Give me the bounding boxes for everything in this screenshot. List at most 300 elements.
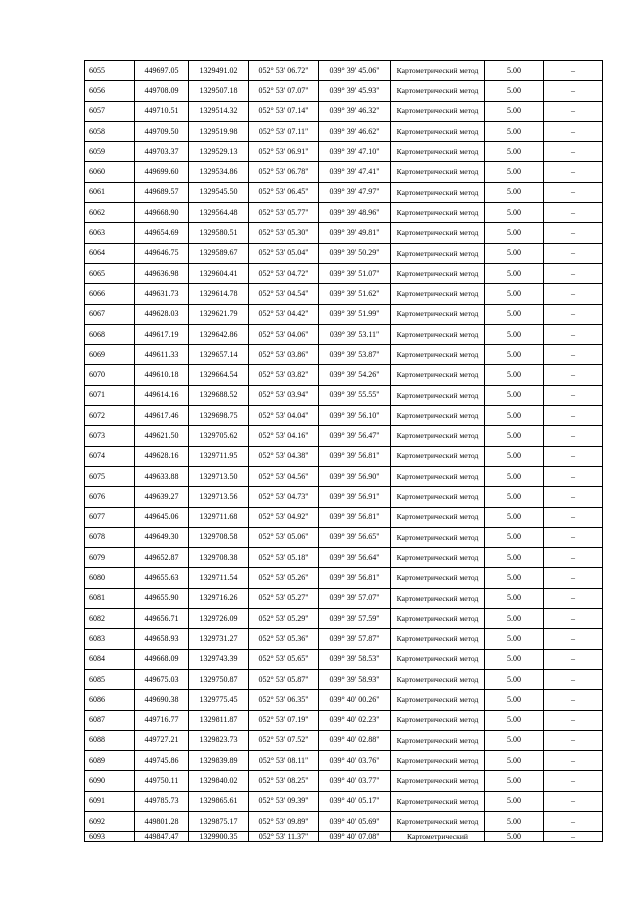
latitude-cell: 052° 53' 05.29" bbox=[249, 609, 319, 629]
accuracy-cell: 5.00 bbox=[485, 669, 544, 689]
x-coordinate-cell: 449708.09 bbox=[135, 81, 189, 101]
longitude-cell: 039° 39' 50.29" bbox=[319, 243, 391, 263]
latitude-cell: 052° 53' 04.42" bbox=[249, 304, 319, 324]
y-coordinate-cell: 1329840.02 bbox=[189, 771, 249, 791]
latitude-cell: 052° 53' 07.11" bbox=[249, 121, 319, 141]
method-cell: Картометрический метод bbox=[391, 690, 485, 710]
accuracy-cell: 5.00 bbox=[485, 649, 544, 669]
point-number-cell: 6077 bbox=[85, 507, 135, 527]
y-coordinate-cell: 1329713.56 bbox=[189, 487, 249, 507]
accuracy-cell: 5.00 bbox=[485, 61, 544, 81]
note-cell: – bbox=[544, 568, 603, 588]
point-number-cell: 6065 bbox=[85, 263, 135, 283]
longitude-cell: 039° 39' 58.53" bbox=[319, 649, 391, 669]
note-cell: – bbox=[544, 81, 603, 101]
note-cell: – bbox=[544, 385, 603, 405]
point-number-cell: 6076 bbox=[85, 487, 135, 507]
latitude-cell: 052° 53' 07.52" bbox=[249, 730, 319, 750]
table-row bbox=[85, 406, 603, 426]
method-cell: Картометрический метод bbox=[391, 811, 485, 831]
method-cell: Картометрический метод bbox=[391, 568, 485, 588]
point-number-cell: 6086 bbox=[85, 690, 135, 710]
y-coordinate-cell: 1329580.51 bbox=[189, 223, 249, 243]
accuracy-cell: 5.00 bbox=[485, 487, 544, 507]
y-coordinate-cell: 1329900.35 bbox=[189, 832, 249, 842]
point-number-cell: 6081 bbox=[85, 588, 135, 608]
table-row bbox=[85, 284, 603, 304]
x-coordinate-cell: 449709.50 bbox=[135, 121, 189, 141]
point-number-cell: 6078 bbox=[85, 527, 135, 547]
latitude-cell: 052° 53' 04.38" bbox=[249, 446, 319, 466]
method-cell: Картометрический метод bbox=[391, 182, 485, 202]
point-number-cell: 6068 bbox=[85, 324, 135, 344]
point-number-cell: 6073 bbox=[85, 426, 135, 446]
method-cell: Картометрический метод bbox=[391, 669, 485, 689]
accuracy-cell: 5.00 bbox=[485, 142, 544, 162]
x-coordinate-cell: 449690.38 bbox=[135, 690, 189, 710]
y-coordinate-cell: 1329664.54 bbox=[189, 365, 249, 385]
latitude-cell: 052° 53' 05.06" bbox=[249, 527, 319, 547]
table-row bbox=[85, 649, 603, 669]
longitude-cell: 039° 39' 53.87" bbox=[319, 345, 391, 365]
method-cell: Картометрический метод bbox=[391, 345, 485, 365]
note-cell: – bbox=[544, 446, 603, 466]
method-cell: Картометрический метод bbox=[391, 223, 485, 243]
y-coordinate-cell: 1329823.73 bbox=[189, 730, 249, 750]
note-cell: – bbox=[544, 710, 603, 730]
latitude-cell: 052° 53' 05.30" bbox=[249, 223, 319, 243]
accuracy-cell: 5.00 bbox=[485, 101, 544, 121]
latitude-cell: 052° 53' 07.19" bbox=[249, 710, 319, 730]
x-coordinate-cell: 449655.90 bbox=[135, 588, 189, 608]
table-row bbox=[85, 548, 603, 568]
y-coordinate-cell: 1329811.87 bbox=[189, 710, 249, 730]
note-cell: – bbox=[544, 223, 603, 243]
method-cell: Картометрический метод bbox=[391, 466, 485, 486]
longitude-cell: 039° 39' 47.10" bbox=[319, 142, 391, 162]
x-coordinate-cell: 449703.37 bbox=[135, 142, 189, 162]
y-coordinate-cell: 1329716.26 bbox=[189, 588, 249, 608]
accuracy-cell: 5.00 bbox=[485, 365, 544, 385]
note-cell: – bbox=[544, 588, 603, 608]
x-coordinate-cell: 449697.05 bbox=[135, 61, 189, 81]
accuracy-cell: 5.00 bbox=[485, 791, 544, 811]
latitude-cell: 052° 53' 06.78" bbox=[249, 162, 319, 182]
method-cell: Картометрический метод bbox=[391, 284, 485, 304]
method-cell: Картометрический метод bbox=[391, 61, 485, 81]
method-cell: Картометрический метод bbox=[391, 121, 485, 141]
y-coordinate-cell: 1329775.45 bbox=[189, 690, 249, 710]
y-coordinate-cell: 1329865.61 bbox=[189, 791, 249, 811]
accuracy-cell: 5.00 bbox=[485, 203, 544, 223]
point-number-cell: 6074 bbox=[85, 446, 135, 466]
latitude-cell: 052° 53' 05.18" bbox=[249, 548, 319, 568]
note-cell: – bbox=[544, 791, 603, 811]
note-cell: – bbox=[544, 832, 603, 842]
method-cell: Картометрический метод bbox=[391, 487, 485, 507]
table-row bbox=[85, 345, 603, 365]
table-row bbox=[85, 730, 603, 750]
x-coordinate-cell: 449785.73 bbox=[135, 791, 189, 811]
note-cell: – bbox=[544, 649, 603, 669]
point-number-cell: 6060 bbox=[85, 162, 135, 182]
longitude-cell: 039° 39' 56.64" bbox=[319, 548, 391, 568]
y-coordinate-cell: 1329711.68 bbox=[189, 507, 249, 527]
method-cell: Картометрический метод bbox=[391, 243, 485, 263]
note-cell: – bbox=[544, 101, 603, 121]
y-coordinate-cell: 1329708.58 bbox=[189, 527, 249, 547]
method-cell: Картометрический метод bbox=[391, 81, 485, 101]
point-number-cell: 6083 bbox=[85, 629, 135, 649]
method-cell: Картометрический метод bbox=[391, 426, 485, 446]
y-coordinate-cell: 1329614.78 bbox=[189, 284, 249, 304]
latitude-cell: 052° 53' 09.89" bbox=[249, 811, 319, 831]
table-row bbox=[85, 243, 603, 263]
latitude-cell: 052° 53' 05.36" bbox=[249, 629, 319, 649]
table-row bbox=[85, 385, 603, 405]
x-coordinate-cell: 449628.03 bbox=[135, 304, 189, 324]
y-coordinate-cell: 1329698.75 bbox=[189, 406, 249, 426]
longitude-cell: 039° 40' 00.26" bbox=[319, 690, 391, 710]
latitude-cell: 052° 53' 05.77" bbox=[249, 203, 319, 223]
table-row bbox=[85, 162, 603, 182]
accuracy-cell: 5.00 bbox=[485, 690, 544, 710]
table-row bbox=[85, 142, 603, 162]
note-cell: – bbox=[544, 487, 603, 507]
point-number-cell: 6059 bbox=[85, 142, 135, 162]
table-row bbox=[85, 487, 603, 507]
note-cell: – bbox=[544, 629, 603, 649]
longitude-cell: 039° 39' 51.62" bbox=[319, 284, 391, 304]
note-cell: – bbox=[544, 690, 603, 710]
table-row bbox=[85, 609, 603, 629]
x-coordinate-cell: 449649.30 bbox=[135, 527, 189, 547]
note-cell: – bbox=[544, 730, 603, 750]
accuracy-cell: 5.00 bbox=[485, 426, 544, 446]
method-cell: Картометрический метод bbox=[391, 446, 485, 466]
table-row bbox=[85, 365, 603, 385]
x-coordinate-cell: 449801.28 bbox=[135, 811, 189, 831]
table-row bbox=[85, 669, 603, 689]
y-coordinate-cell: 1329604.41 bbox=[189, 263, 249, 283]
x-coordinate-cell: 449675.03 bbox=[135, 669, 189, 689]
table-body bbox=[85, 61, 603, 842]
latitude-cell: 052° 53' 04.04" bbox=[249, 406, 319, 426]
point-number-cell: 6070 bbox=[85, 365, 135, 385]
note-cell: – bbox=[544, 142, 603, 162]
note-cell: – bbox=[544, 548, 603, 568]
point-number-cell: 6075 bbox=[85, 466, 135, 486]
y-coordinate-cell: 1329657.14 bbox=[189, 345, 249, 365]
point-number-cell: 6057 bbox=[85, 101, 135, 121]
note-cell: – bbox=[544, 284, 603, 304]
note-cell: – bbox=[544, 345, 603, 365]
note-cell: – bbox=[544, 365, 603, 385]
point-number-cell: 6062 bbox=[85, 203, 135, 223]
note-cell: – bbox=[544, 263, 603, 283]
y-coordinate-cell: 1329875.17 bbox=[189, 811, 249, 831]
method-cell: Картометрический метод bbox=[391, 588, 485, 608]
y-coordinate-cell: 1329711.54 bbox=[189, 568, 249, 588]
x-coordinate-cell: 449745.86 bbox=[135, 751, 189, 771]
longitude-cell: 039° 39' 56.90" bbox=[319, 466, 391, 486]
longitude-cell: 039° 39' 57.59" bbox=[319, 609, 391, 629]
longitude-cell: 039° 40' 07.08" bbox=[319, 832, 391, 842]
accuracy-cell: 5.00 bbox=[485, 81, 544, 101]
longitude-cell: 039° 39' 56.65" bbox=[319, 527, 391, 547]
point-number-cell: 6087 bbox=[85, 710, 135, 730]
longitude-cell: 039° 39' 56.10" bbox=[319, 406, 391, 426]
latitude-cell: 052° 53' 06.35" bbox=[249, 690, 319, 710]
longitude-cell: 039° 39' 56.91" bbox=[319, 487, 391, 507]
method-cell: Картометрический метод bbox=[391, 751, 485, 771]
x-coordinate-cell: 449610.18 bbox=[135, 365, 189, 385]
y-coordinate-cell: 1329688.52 bbox=[189, 385, 249, 405]
longitude-cell: 039° 39' 53.11" bbox=[319, 324, 391, 344]
note-cell: – bbox=[544, 771, 603, 791]
latitude-cell: 052° 53' 03.82" bbox=[249, 365, 319, 385]
method-cell: Картометрический метод bbox=[391, 527, 485, 547]
y-coordinate-cell: 1329514.32 bbox=[189, 101, 249, 121]
method-cell: Картометрический метод bbox=[391, 203, 485, 223]
table-row bbox=[85, 832, 603, 842]
accuracy-cell: 5.00 bbox=[485, 811, 544, 831]
table-row bbox=[85, 121, 603, 141]
latitude-cell: 052° 53' 04.16" bbox=[249, 426, 319, 446]
x-coordinate-cell: 449655.63 bbox=[135, 568, 189, 588]
table-row bbox=[85, 507, 603, 527]
latitude-cell: 052° 53' 03.86" bbox=[249, 345, 319, 365]
longitude-cell: 039° 39' 45.93" bbox=[319, 81, 391, 101]
x-coordinate-cell: 449727.21 bbox=[135, 730, 189, 750]
table-row bbox=[85, 203, 603, 223]
point-number-cell: 6066 bbox=[85, 284, 135, 304]
accuracy-cell: 5.00 bbox=[485, 263, 544, 283]
x-coordinate-cell: 449617.19 bbox=[135, 324, 189, 344]
y-coordinate-cell: 1329491.02 bbox=[189, 61, 249, 81]
method-cell: Картометрический метод bbox=[391, 629, 485, 649]
table-row bbox=[85, 426, 603, 446]
longitude-cell: 039° 39' 51.07" bbox=[319, 263, 391, 283]
latitude-cell: 052° 53' 06.45" bbox=[249, 182, 319, 202]
table-row bbox=[85, 588, 603, 608]
note-cell: – bbox=[544, 466, 603, 486]
note-cell: – bbox=[544, 669, 603, 689]
table-row bbox=[85, 446, 603, 466]
x-coordinate-cell: 449611.33 bbox=[135, 345, 189, 365]
x-coordinate-cell: 449699.60 bbox=[135, 162, 189, 182]
point-number-cell: 6085 bbox=[85, 669, 135, 689]
longitude-cell: 039° 39' 57.07" bbox=[319, 588, 391, 608]
accuracy-cell: 5.00 bbox=[485, 243, 544, 263]
y-coordinate-cell: 1329564.48 bbox=[189, 203, 249, 223]
x-coordinate-cell: 449652.87 bbox=[135, 548, 189, 568]
y-coordinate-cell: 1329731.27 bbox=[189, 629, 249, 649]
x-coordinate-cell: 449658.93 bbox=[135, 629, 189, 649]
latitude-cell: 052° 53' 04.92" bbox=[249, 507, 319, 527]
longitude-cell: 039° 39' 46.62" bbox=[319, 121, 391, 141]
latitude-cell: 052° 53' 04.54" bbox=[249, 284, 319, 304]
longitude-cell: 039° 39' 47.97" bbox=[319, 182, 391, 202]
latitude-cell: 052° 53' 06.72" bbox=[249, 61, 319, 81]
accuracy-cell: 5.00 bbox=[485, 832, 544, 842]
note-cell: – bbox=[544, 61, 603, 81]
x-coordinate-cell: 449621.50 bbox=[135, 426, 189, 446]
y-coordinate-cell: 1329750.87 bbox=[189, 669, 249, 689]
x-coordinate-cell: 449716.77 bbox=[135, 710, 189, 730]
table-row bbox=[85, 182, 603, 202]
y-coordinate-cell: 1329711.95 bbox=[189, 446, 249, 466]
method-cell: Картометрический метод bbox=[391, 162, 485, 182]
point-number-cell: 6088 bbox=[85, 730, 135, 750]
latitude-cell: 052° 53' 05.65" bbox=[249, 649, 319, 669]
latitude-cell: 052° 53' 06.91" bbox=[249, 142, 319, 162]
point-number-cell: 6091 bbox=[85, 791, 135, 811]
method-cell: Картометрический bbox=[391, 832, 485, 842]
point-number-cell: 6055 bbox=[85, 61, 135, 81]
table-row bbox=[85, 629, 603, 649]
note-cell: – bbox=[544, 811, 603, 831]
latitude-cell: 052° 53' 05.26" bbox=[249, 568, 319, 588]
longitude-cell: 039° 40' 05.69" bbox=[319, 811, 391, 831]
x-coordinate-cell: 449668.90 bbox=[135, 203, 189, 223]
latitude-cell: 052° 53' 07.14" bbox=[249, 101, 319, 121]
point-number-cell: 6067 bbox=[85, 304, 135, 324]
latitude-cell: 052° 53' 08.25" bbox=[249, 771, 319, 791]
longitude-cell: 039° 39' 57.87" bbox=[319, 629, 391, 649]
latitude-cell: 052° 53' 05.04" bbox=[249, 243, 319, 263]
longitude-cell: 039° 39' 55.55" bbox=[319, 385, 391, 405]
point-number-cell: 6084 bbox=[85, 649, 135, 669]
longitude-cell: 039° 39' 47.41" bbox=[319, 162, 391, 182]
point-number-cell: 6092 bbox=[85, 811, 135, 831]
accuracy-cell: 5.00 bbox=[485, 568, 544, 588]
latitude-cell: 052° 53' 09.39" bbox=[249, 791, 319, 811]
longitude-cell: 039° 40' 02.23" bbox=[319, 710, 391, 730]
table-row bbox=[85, 771, 603, 791]
method-cell: Картометрический метод bbox=[391, 365, 485, 385]
y-coordinate-cell: 1329839.89 bbox=[189, 751, 249, 771]
note-cell: – bbox=[544, 182, 603, 202]
x-coordinate-cell: 449668.09 bbox=[135, 649, 189, 669]
latitude-cell: 052° 53' 04.72" bbox=[249, 263, 319, 283]
longitude-cell: 039° 39' 54.26" bbox=[319, 365, 391, 385]
x-coordinate-cell: 449631.73 bbox=[135, 284, 189, 304]
note-cell: – bbox=[544, 324, 603, 344]
latitude-cell: 052° 53' 05.87" bbox=[249, 669, 319, 689]
accuracy-cell: 5.00 bbox=[485, 446, 544, 466]
x-coordinate-cell: 449645.06 bbox=[135, 507, 189, 527]
point-number-cell: 6064 bbox=[85, 243, 135, 263]
accuracy-cell: 5.00 bbox=[485, 710, 544, 730]
accuracy-cell: 5.00 bbox=[485, 385, 544, 405]
coordinates-table bbox=[84, 60, 603, 842]
longitude-cell: 039° 39' 45.06" bbox=[319, 61, 391, 81]
accuracy-cell: 5.00 bbox=[485, 771, 544, 791]
point-number-cell: 6063 bbox=[85, 223, 135, 243]
accuracy-cell: 5.00 bbox=[485, 345, 544, 365]
latitude-cell: 052° 53' 04.56" bbox=[249, 466, 319, 486]
note-cell: – bbox=[544, 162, 603, 182]
table-row bbox=[85, 304, 603, 324]
method-cell: Картометрический метод bbox=[391, 101, 485, 121]
table-row bbox=[85, 690, 603, 710]
accuracy-cell: 5.00 bbox=[485, 507, 544, 527]
x-coordinate-cell: 449617.46 bbox=[135, 406, 189, 426]
longitude-cell: 039° 39' 58.93" bbox=[319, 669, 391, 689]
table-row bbox=[85, 324, 603, 344]
y-coordinate-cell: 1329534.86 bbox=[189, 162, 249, 182]
note-cell: – bbox=[544, 426, 603, 446]
table-row bbox=[85, 466, 603, 486]
method-cell: Картометрический метод bbox=[391, 649, 485, 669]
table-row bbox=[85, 751, 603, 771]
x-coordinate-cell: 449689.57 bbox=[135, 182, 189, 202]
note-cell: – bbox=[544, 203, 603, 223]
point-number-cell: 6079 bbox=[85, 548, 135, 568]
method-cell: Картометрический метод bbox=[391, 507, 485, 527]
table-row bbox=[85, 791, 603, 811]
coordinates-document bbox=[84, 60, 602, 842]
latitude-cell: 052° 53' 04.73" bbox=[249, 487, 319, 507]
x-coordinate-cell: 449614.16 bbox=[135, 385, 189, 405]
x-coordinate-cell: 449636.98 bbox=[135, 263, 189, 283]
table-row bbox=[85, 811, 603, 831]
table-row bbox=[85, 101, 603, 121]
accuracy-cell: 5.00 bbox=[485, 466, 544, 486]
x-coordinate-cell: 449646.75 bbox=[135, 243, 189, 263]
y-coordinate-cell: 1329545.50 bbox=[189, 182, 249, 202]
y-coordinate-cell: 1329705.62 bbox=[189, 426, 249, 446]
y-coordinate-cell: 1329642.86 bbox=[189, 324, 249, 344]
longitude-cell: 039° 40' 05.17" bbox=[319, 791, 391, 811]
y-coordinate-cell: 1329507.18 bbox=[189, 81, 249, 101]
method-cell: Картометрический метод bbox=[391, 609, 485, 629]
method-cell: Картометрический метод bbox=[391, 548, 485, 568]
longitude-cell: 039° 39' 49.81" bbox=[319, 223, 391, 243]
accuracy-cell: 5.00 bbox=[485, 223, 544, 243]
longitude-cell: 039° 39' 56.81" bbox=[319, 507, 391, 527]
x-coordinate-cell: 449710.51 bbox=[135, 101, 189, 121]
accuracy-cell: 5.00 bbox=[485, 751, 544, 771]
method-cell: Картометрический метод bbox=[391, 385, 485, 405]
table-row bbox=[85, 568, 603, 588]
x-coordinate-cell: 449847.47 bbox=[135, 832, 189, 842]
longitude-cell: 039° 39' 46.32" bbox=[319, 101, 391, 121]
note-cell: – bbox=[544, 751, 603, 771]
accuracy-cell: 5.00 bbox=[485, 324, 544, 344]
table-row bbox=[85, 61, 603, 81]
latitude-cell: 052° 53' 05.27" bbox=[249, 588, 319, 608]
accuracy-cell: 5.00 bbox=[485, 588, 544, 608]
point-number-cell: 6058 bbox=[85, 121, 135, 141]
latitude-cell: 052° 53' 07.07" bbox=[249, 81, 319, 101]
note-cell: – bbox=[544, 507, 603, 527]
method-cell: Картометрический метод bbox=[391, 791, 485, 811]
x-coordinate-cell: 449628.16 bbox=[135, 446, 189, 466]
x-coordinate-cell: 449639.27 bbox=[135, 487, 189, 507]
method-cell: Картометрический метод bbox=[391, 304, 485, 324]
accuracy-cell: 5.00 bbox=[485, 406, 544, 426]
method-cell: Картометрический метод bbox=[391, 406, 485, 426]
longitude-cell: 039° 39' 56.47" bbox=[319, 426, 391, 446]
note-cell: – bbox=[544, 406, 603, 426]
longitude-cell: 039° 39' 51.99" bbox=[319, 304, 391, 324]
longitude-cell: 039° 39' 56.81" bbox=[319, 446, 391, 466]
y-coordinate-cell: 1329519.98 bbox=[189, 121, 249, 141]
point-number-cell: 6056 bbox=[85, 81, 135, 101]
x-coordinate-cell: 449750.11 bbox=[135, 771, 189, 791]
